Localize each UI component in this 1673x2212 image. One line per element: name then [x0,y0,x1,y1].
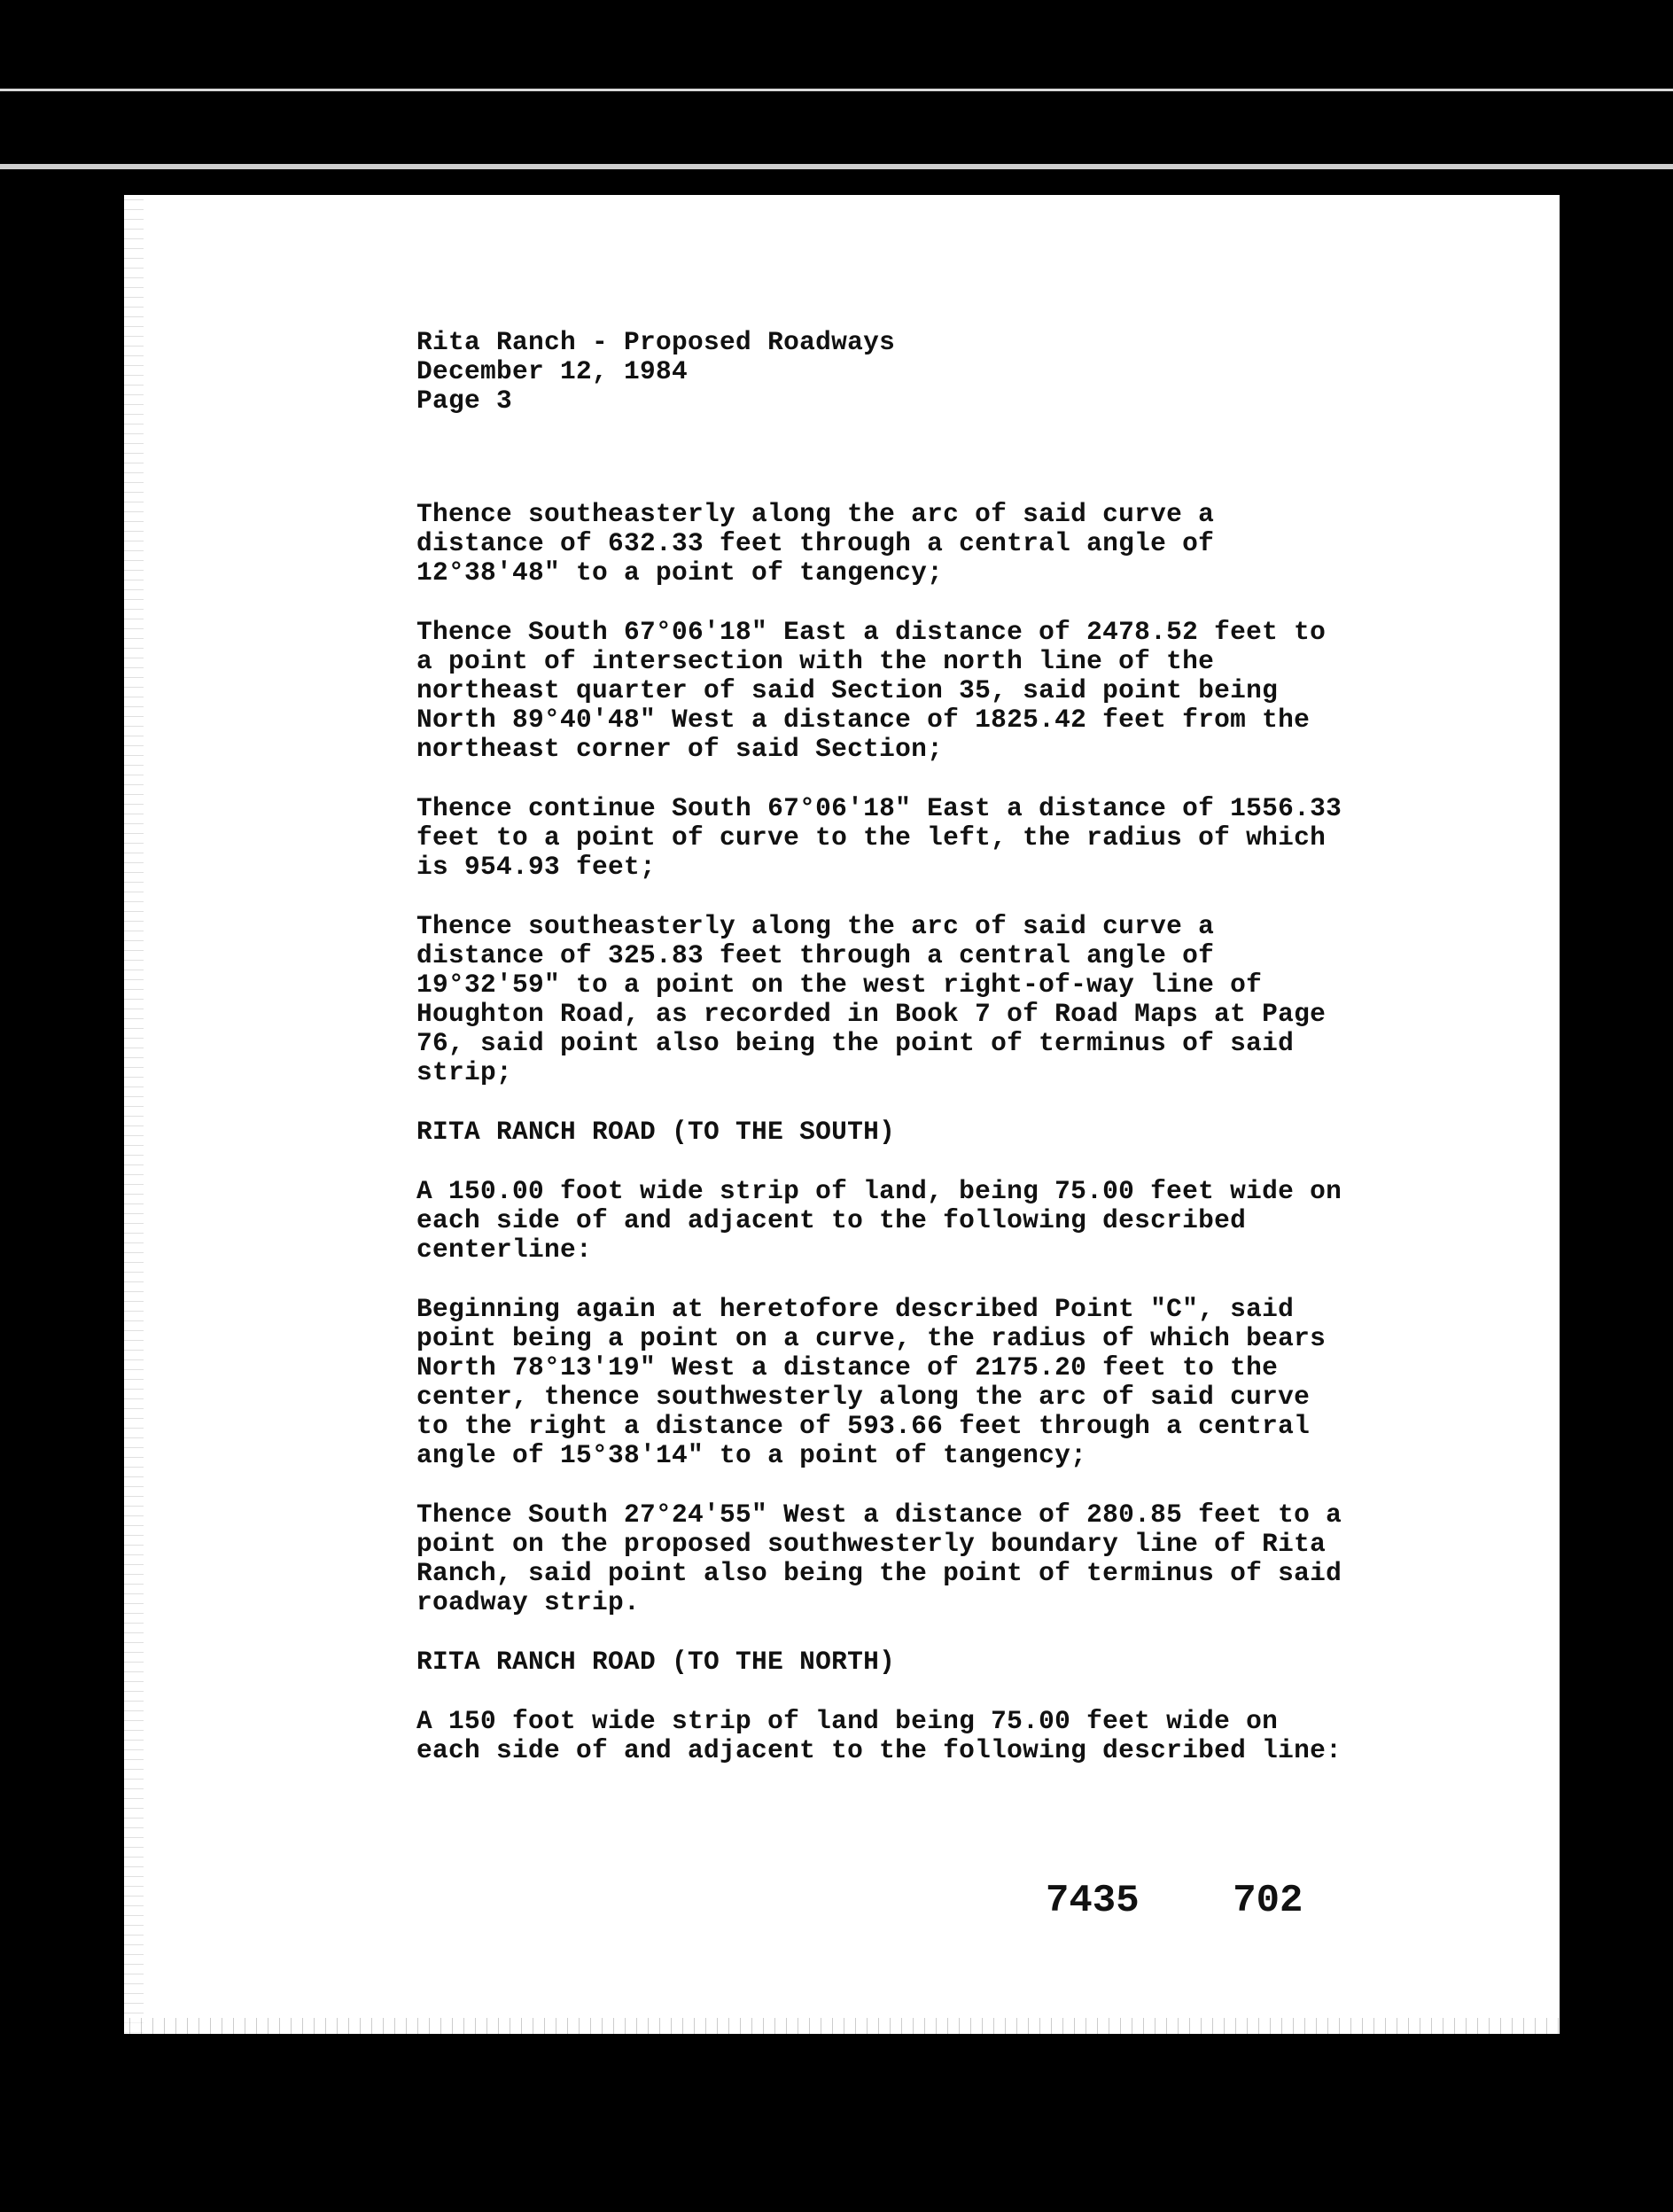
paragraph [416,1500,1462,1617]
text-line: A 150.00 foot wide strip of land, being 75.00 feet wide on [416,1176,1342,1206]
page-number: Page 3 [416,386,513,416]
scan-border-line [0,89,1673,91]
text-line: 12°38'48" to a point of tangency; [416,557,944,588]
paragraph [416,912,1462,1087]
text-line: strip; [416,1057,513,1087]
text-line: Thence South 27°24'55" West a distance of 280.85 feet to a [416,1499,1342,1530]
document-header [416,328,1462,416]
text-line: Thence South 67°06'18" East a distance of 2478.52 feet to [416,617,1327,647]
text-line: center, thence southwesterly along the arc of said curve [416,1382,1311,1412]
text-line: distance of 325.83 feet through a central angle of [416,940,1215,970]
paragraph [416,1177,1462,1265]
text-line: distance of 632.33 feet through a central angle of [416,528,1215,558]
text-line: roadway strip. [416,1587,641,1617]
text-line: northeast quarter of said Section 35, said point being [416,675,1279,705]
paragraph [416,1295,1462,1470]
text-line: northeast corner of said Section; [416,734,944,764]
text-line: each side of and adjacent to the following described line: [416,1735,1342,1765]
text-line: point on the proposed southwesterly boundary line of Rita [416,1529,1327,1559]
paragraph [416,1707,1462,1765]
document-reference-number: 7435 702 [1046,1879,1303,1923]
text-line: feet to a point of curve to the left, the radius of which [416,822,1327,853]
section-heading-north [416,1647,1462,1677]
text-line: North 78°13'19" West a distance of 2175.20 feet to the [416,1352,1279,1382]
heading-text: RITA RANCH ROAD (TO THE SOUTH) [416,1117,896,1147]
paragraph [416,500,1462,588]
paragraph [416,794,1462,882]
text-line: Houghton Road, as recorded in Book 7 of Road Maps at Page [416,999,1327,1029]
text-line: Beginning again at heretofore described Point "C", said [416,1294,1295,1324]
scan-border-line [0,164,1673,169]
text-line: point being a point on a curve, the radius of which bears [416,1323,1327,1353]
text-line: centerline: [416,1235,593,1265]
text-line: North 89°40'48" West a distance of 1825.42 feet from the [416,705,1311,735]
text-line: each side of and adjacent to the following described [416,1205,1247,1235]
text-line: to the right a distance of 593.66 feet through a central [416,1411,1311,1441]
document-date: December 12, 1984 [416,356,689,386]
text-line: a point of intersection with the north line of the [416,646,1215,676]
section-heading-south [416,1118,1462,1147]
document-title: Rita Ranch - Proposed Roadways [416,327,896,357]
text-line: 76, said point also being the point of terminus of said [416,1028,1295,1058]
text-line: Thence continue South 67°06'18" East a distance of 1556.33 [416,793,1342,823]
text-line: Thence southeasterly along the arc of said curve a [416,499,1215,529]
text-line: Ranch, said point also being the point of terminus of said [416,1558,1342,1588]
text-line: Thence southeasterly along the arc of said curve a [416,911,1215,941]
text-line: 19°32'59" to a point on the west right-of-way line of [416,970,1263,1000]
text-line: A 150 foot wide strip of land being 75.00 feet wide on [416,1706,1279,1736]
text-line: is 954.93 feet; [416,852,657,882]
text-line: angle of 15°38'14" to a point of tangency; [416,1440,1087,1470]
heading-text: RITA RANCH ROAD (TO THE NORTH) [416,1647,896,1677]
paragraph [416,618,1462,764]
document-body [416,328,1462,1795]
